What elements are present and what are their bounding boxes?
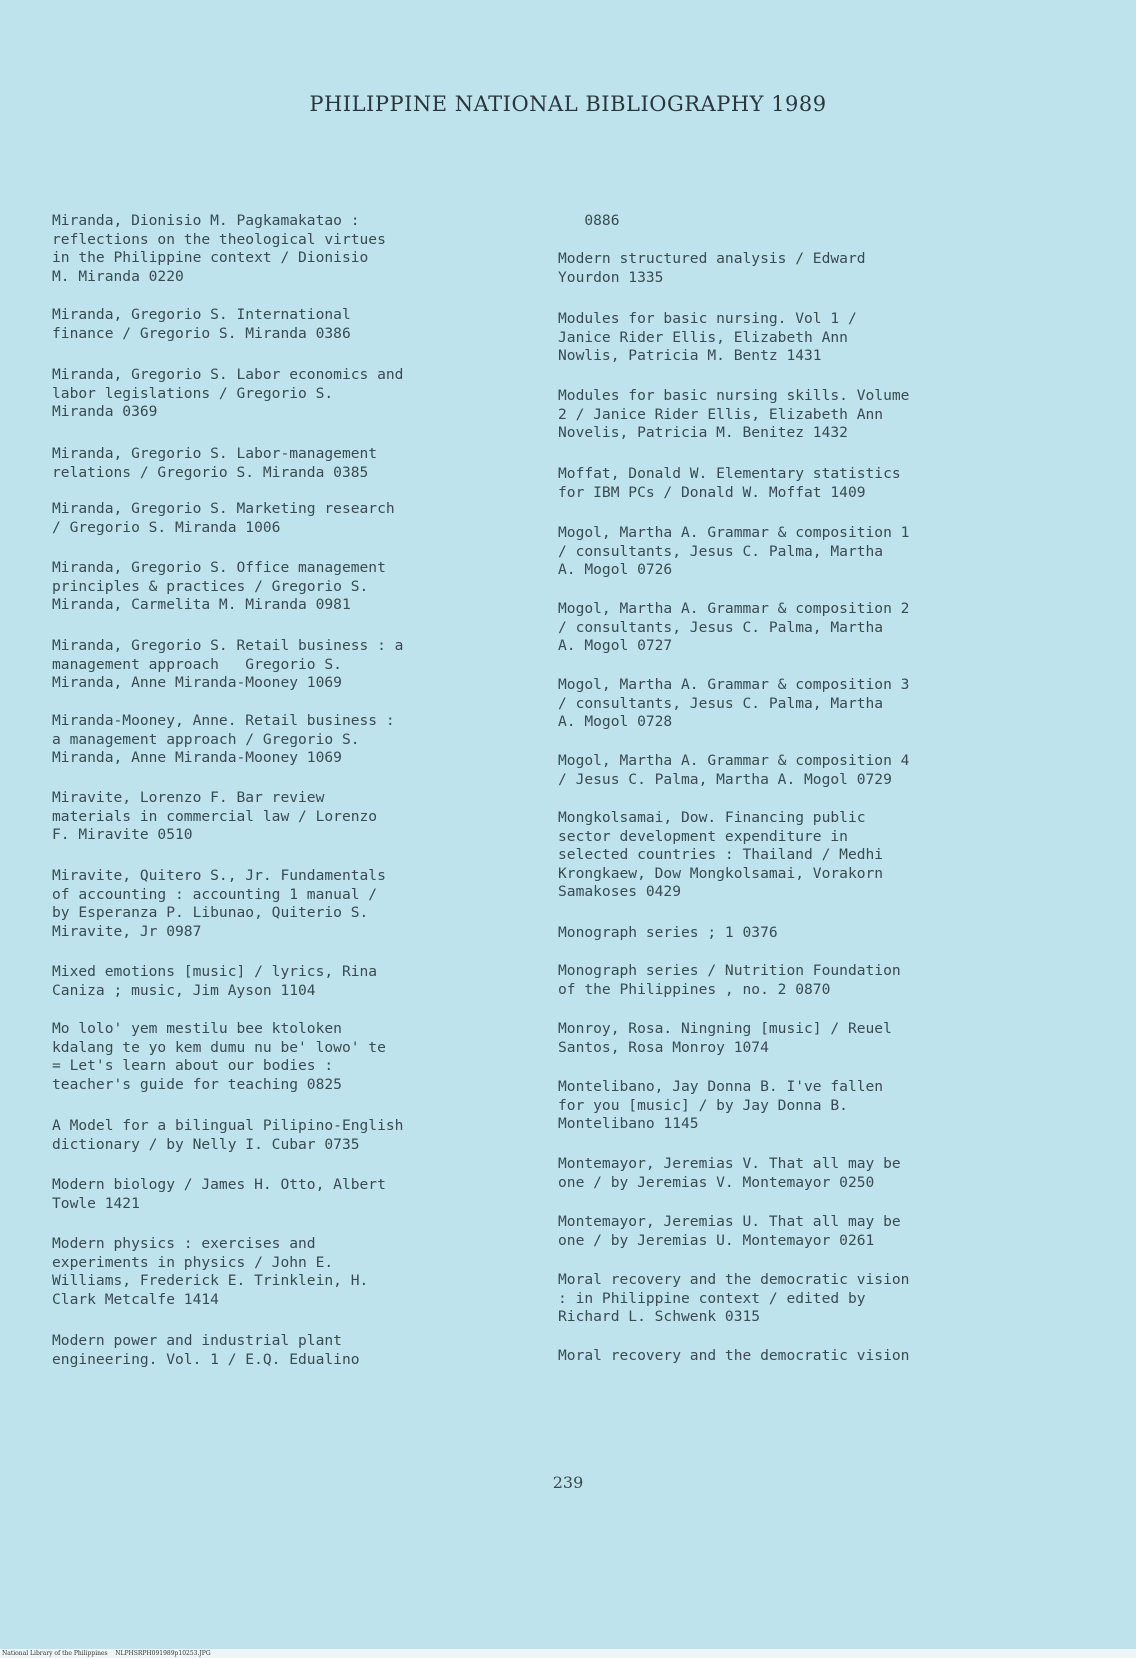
bibliography-entry [558,1020,1050,1057]
entry-line: Modern structured analysis / Edward [558,250,866,267]
bibliography-entry [558,1078,1050,1134]
entry-line: Towle 1421 [52,1194,140,1212]
entry-line: relations / Gregorio S. Miranda 0385 [52,463,369,481]
entry-line: / Jesus C. Palma, Martha A. Mogol 0729 [558,770,892,788]
bibliography-entry [558,962,1050,999]
page-number: 239 [552,1473,584,1492]
bibliography-entry [558,310,1050,366]
entry-line: Moral recovery and the democratic vision [558,1347,910,1364]
entry-line: for IBM PCs / Donald W. Moffat 1409 [558,483,866,501]
bibliography-entry [558,1271,1050,1327]
entry-line: Mongkolsamai, Dow. Financing public [558,809,866,826]
bibliography-entry [52,867,544,941]
bibliography-entry [52,1117,544,1154]
entry-line: principles & practices / Gregorio S. [52,577,369,595]
entry-line: Mogol, Martha A. Grammar & composition 1 [558,524,910,541]
entry-line: one / by Jeremias V. Montemayor 0250 [558,1173,875,1191]
entry-line: Novelis, Patricia M. Benitez 1432 [558,424,848,442]
bibliography-entry [558,212,1050,231]
entry-line: Miranda, Gregorio S. Labor-management [52,445,378,462]
entry-line: one / by Jeremias U. Montemayor 0261 [558,1231,875,1249]
entry-line: Montemayor, Jeremias U. That all may be [558,1213,901,1230]
entry-line: in the Philippine context / Dionisio [52,249,369,267]
entry-line: Miranda, Anne Miranda-Mooney 1069 [52,674,342,692]
entry-line: engineering. Vol. 1 / E.Q. Edualino [52,1350,360,1368]
entry-line: Miranda, Anne Miranda-Mooney 1069 [52,749,342,767]
entry-line: Moral recovery and the democratic vision [558,1271,910,1288]
entry-line: Nowlis, Patricia M. Bentz 1431 [558,347,822,365]
bibliography-entry [52,712,544,768]
entry-line: / Gregorio S. Miranda 1006 [52,518,281,536]
entry-line: Mogol, Martha A. Grammar & composition 3 [558,676,910,693]
entry-line: Montelibano 1145 [558,1115,699,1133]
entry-line: Mo lolo' yem mestilu bee ktoloken [52,1020,342,1037]
entry-line: M. Miranda 0220 [52,267,184,285]
entry-line: Moffat, Donald W. Elementary statistics [558,465,901,482]
bibliography-entry [52,500,544,537]
bibliography-entry [52,1176,544,1213]
entry-line: finance / Gregorio S. Miranda 0386 [52,324,351,342]
entry-line: Miranda 0369 [52,403,158,421]
entry-line: dictionary / by Nelly I. Cubar 0735 [52,1135,360,1153]
entry-line: materials in commercial law / Lorenzo [52,807,378,825]
entry-line: Modern biology / James H. Otto, Albert [52,1176,386,1193]
entry-line: Montelibano, Jay Donna B. I've fallen [558,1078,884,1095]
entry-line: Modules for basic nursing skills. Volume [558,387,910,404]
entry-line: A Model for a bilingual Pilipino-English [52,1117,404,1134]
entry-line: Williams, Frederick E. Trinklein, H. [52,1272,369,1290]
bibliography-entry [52,1020,544,1094]
entry-line: Caniza ; music, Jim Ayson 1104 [52,981,316,999]
bibliography-entry [558,809,1050,902]
entry-line: of accounting : accounting 1 manual / [52,885,378,903]
entry-line: labor legislations / Gregorio S. [52,384,334,402]
entry-line: sector development expenditure in [558,827,848,845]
bibliography-entry [52,445,544,482]
entry-line: / consultants, Jesus C. Palma, Martha [558,542,884,560]
entry-line: Clark Metcalfe 1414 [52,1290,219,1308]
bibliography-entry [558,465,1050,502]
entry-line: A. Mogol 0726 [558,561,673,579]
entry-line: a management approach / Gregorio S. [52,730,360,748]
entry-line: Miranda, Gregorio S. Retail business : a [52,637,404,654]
entry-line: Miranda-Mooney, Anne. Retail business : [52,712,395,729]
bibliography-entry [558,250,1050,287]
entry-line: Miranda, Gregorio S. Labor economics and [52,366,404,383]
bibliography-entry [52,366,544,422]
bibliography-entry [52,306,544,343]
bibliography-entry [52,789,544,845]
bibliography-entry [558,1155,1050,1192]
entry-line: Modern power and industrial plant [52,1332,342,1349]
entry-line: Samakoses 0429 [558,883,682,901]
entry-line: of the Philippines , no. 2 0870 [558,980,831,998]
entry-line: management approach Gregorio S. [52,655,342,673]
bibliography-entry [52,963,544,1000]
entry-line: 2 / Janice Rider Ellis, Elizabeth Ann [558,405,884,423]
entry-line: Monograph series ; 1 0376 [558,924,778,941]
entry-line: Modules for basic nursing. Vol 1 / [558,310,857,327]
bibliography-entry [558,1347,1050,1366]
bibliography-entry [52,1235,544,1309]
entry-line: Mixed emotions [music] / lyrics, Rina [52,963,378,980]
entry-line: / consultants, Jesus C. Palma, Martha [558,694,884,712]
entry-line: Miravite, Jr 0987 [52,922,202,940]
entry-line: Richard L. Schwenk 0315 [558,1308,761,1326]
entry-line: Janice Rider Ellis, Elizabeth Ann [558,328,848,346]
entry-line: Santos, Rosa Monroy 1074 [558,1038,769,1056]
entry-line: by Esperanza P. Libunao, Quiterio S. [52,904,369,922]
entry-line: Yourdon 1335 [558,268,664,286]
entry-line: Miranda, Dionisio M. Pagkamakatao : [52,212,360,229]
entry-line: for you [music] / by Jay Donna B. [558,1096,848,1114]
entry-line: Miravite, Lorenzo F. Bar review [52,789,325,806]
bibliography-entry [558,524,1050,580]
bibliography-entry [558,676,1050,732]
entry-line: Modern physics : exercises and [52,1235,316,1252]
entry-line: Monroy, Rosa. Ningning [music] / Reuel [558,1020,892,1037]
entry-line: Mogol, Martha A. Grammar & composition 4 [558,752,910,769]
entry-line: A. Mogol 0728 [558,713,673,731]
entry-line: selected countries : Thailand / Medhi [558,846,884,864]
footer-caption: National Library of the Philippines NLPHSRPH091989p10253.JPG [0,1649,1136,1658]
bibliography-entry [558,924,1050,943]
entry-line: kdalang te yo kem dumu nu be' lowo' te [52,1038,386,1056]
bibliography-entry [52,1332,544,1369]
entry-line: Montemayor, Jeremias V. That all may be [558,1155,901,1172]
entry-line: Monograph series / Nutrition Foundation [558,962,901,979]
bibliography-entry [52,637,544,693]
entry-line: A. Mogol 0727 [558,637,673,655]
entry-line: 0886 [558,212,620,229]
entry-line: Miranda, Carmelita M. Miranda 0981 [52,596,351,614]
page-title: PHILIPPINE NATIONAL BIBLIOGRAPHY 1989 [309,92,827,116]
bibliography-entry [52,212,544,286]
bibliography-entry [558,752,1050,789]
entry-line: Mogol, Martha A. Grammar & composition 2 [558,600,910,617]
entry-line: reflections on the theological virtues [52,230,386,248]
entry-line: teacher's guide for teaching 0825 [52,1075,342,1093]
bibliography-entry [558,600,1050,656]
entry-line: : in Philippine context / edited by [558,1289,866,1307]
entry-line: experiments in physics / John E. [52,1253,334,1271]
bibliography-entry [52,559,544,615]
entry-line: Krongkaew, Dow Mongkolsamai, Vorakorn [558,864,884,882]
entry-line: Miranda, Gregorio S. Marketing research [52,500,395,517]
entry-line: Miranda, Gregorio S. International [52,306,351,323]
bibliography-entry [558,387,1050,443]
entry-line: F. Miravite 0510 [52,826,193,844]
bibliography-entry [558,1213,1050,1250]
entry-line: / consultants, Jesus C. Palma, Martha [558,618,884,636]
entry-line: Miranda, Gregorio S. Office management [52,559,386,576]
entry-line: Miravite, Quitero S., Jr. Fundamentals [52,867,386,884]
entry-line: = Let's learn about our bodies : [52,1057,334,1075]
